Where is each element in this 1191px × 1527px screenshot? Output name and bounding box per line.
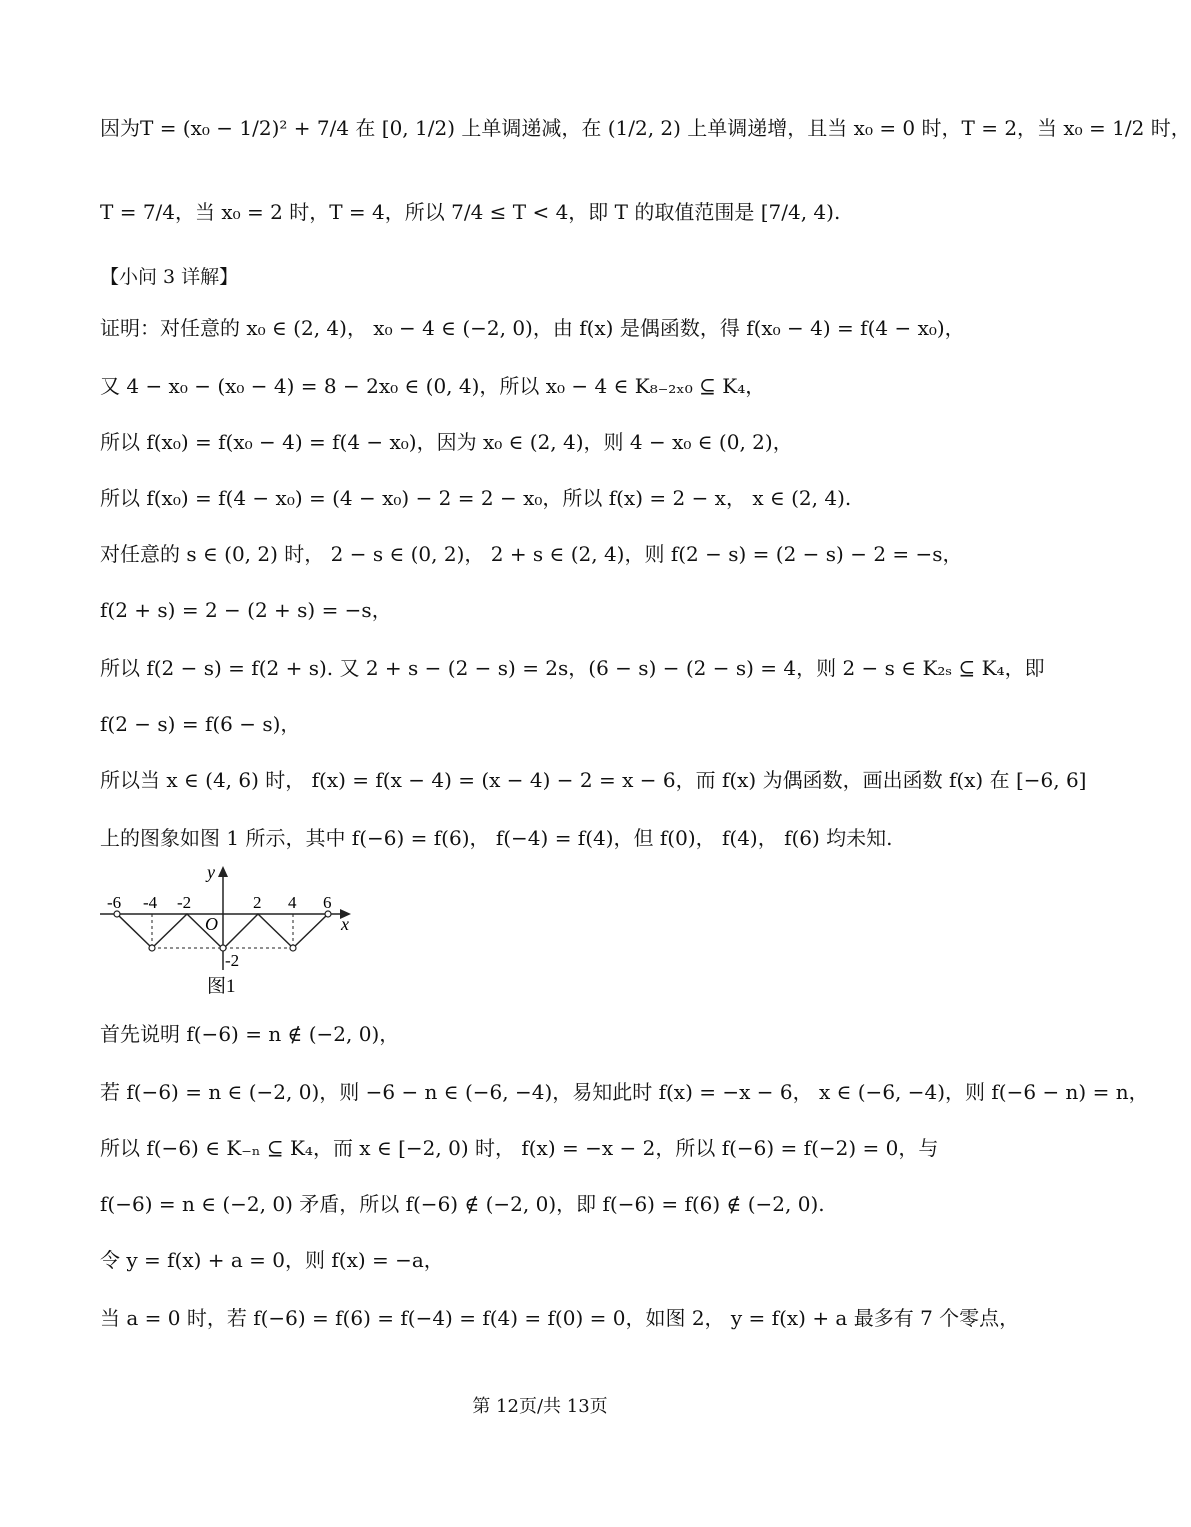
- text-line: 因为T = (x₀ − 1/2)² + 7/4 在 [0, 1/2) 上单调递减，在 (1/2, 2) 上单调递增，且当 x₀ = 0 时，T = 2，当 x₀ = 1/2 时，: [100, 116, 1191, 140]
- text-line: 又 4 − x₀ − (x₀ − 4) = 8 − 2x₀ ∈ (0, 4)，所以 x₀ − 4 ∈ K₈₋₂ₓ₀ ⊆ K₄，: [100, 374, 766, 398]
- text-line: 令 y = f(x) + a = 0，则 f(x) = −a，: [100, 1248, 444, 1272]
- tick-label-6: 6: [323, 893, 332, 912]
- graph-right: [224, 914, 328, 948]
- tick-label-neg2: -2: [177, 893, 192, 912]
- page-footer: 第 12页/共 13页: [472, 1396, 608, 1417]
- text-line: 对任意的 s ∈ (0, 2) 时， 2 − s ∈ (0, 2)， 2 + s ∈ (2, 4)，则 f(2 − s) = (2 − s) − 2 = −s，: [100, 542, 963, 566]
- x-axis-label: x: [341, 914, 349, 934]
- figure-caption: 图1: [207, 976, 236, 997]
- endpoint-neg4: [149, 945, 155, 951]
- section-title: 【小问 3 详解】: [100, 266, 239, 288]
- text-line: 当 a = 0 时，若 f(−6) = f(6) = f(−4) = f(4) = f(0) = 0，如图 2， y = f(x) + a 最多有 7 个零点，: [100, 1306, 1020, 1330]
- figure-1: [95, 862, 365, 1002]
- y-axis-label: y: [207, 862, 215, 882]
- text-line: 所以当 x ∈ (4, 6) 时， f(x) = f(x − 4) = (x − 4) − 2 = x − 6，而 f(x) 为偶函数，画出函数 f(x) 在 [−6, 6]: [100, 768, 1087, 792]
- text-line: 所以 f(x₀) = f(x₀ − 4) = f(4 − x₀)，因为 x₀ ∈ (2, 4)，则 4 − x₀ ∈ (0, 2)，: [100, 430, 793, 454]
- text-line: 所以 f(2 − s) = f(2 + s). 又 2 + s − (2 − s) = 2s，(6 − s) − (2 − s) = 4，则 2 − s ∈ K₂ₛ ⊆ K₄，即: [100, 656, 1045, 680]
- text-line: 若 f(−6) = n ∈ (−2, 0)，则 −6 − n ∈ (−6, −4)，易知此时 f(x) = −x − 6， x ∈ (−6, −4)，则 f(−6 − n) = n，: [100, 1080, 1149, 1104]
- text-line: 首先说明 f(−6) = n ∉ (−2, 0)，: [100, 1022, 400, 1046]
- text-line: 证明：对任意的 x₀ ∈ (2, 4)， x₀ − 4 ∈ (−2, 0)，由 f(x) 是偶函数，得 f(x₀ − 4) = f(4 − x₀)，: [100, 316, 965, 340]
- text-line: f(2 + s) = 2 − (2 + s) = −s，: [100, 598, 392, 622]
- text-line: 所以 f(−6) ∈ K₋ₙ ⊆ K₄，而 x ∈ [−2, 0) 时， f(x) = −x − 2，所以 f(−6) = f(−2) = 0，与: [100, 1136, 939, 1160]
- endpoint-4: [290, 945, 296, 951]
- function-graph: [95, 862, 365, 1002]
- tick-label-2: 2: [253, 893, 262, 912]
- tick-label-neg6: -6: [107, 893, 122, 912]
- tick-label-4: 4: [288, 893, 297, 912]
- low-label: -2: [225, 951, 240, 970]
- origin-label: O: [205, 914, 218, 934]
- text-line: f(2 − s) = f(6 − s)，: [100, 712, 301, 736]
- text-line: 上的图象如图 1 所示，其中 f(−6) = f(6)， f(−4) = f(4)，但 f(0)， f(4)， f(6) 均未知.: [100, 826, 893, 850]
- text-line: f(−6) = n ∈ (−2, 0) 矛盾，所以 f(−6) ∉ (−2, 0)，即 f(−6) = f(6) ∉ (−2, 0).: [100, 1192, 825, 1216]
- tick-label-neg4: -4: [143, 893, 158, 912]
- y-axis-arrow: [218, 866, 228, 877]
- text-line: T = 7/4，当 x₀ = 2 时，T = 4，所以 7/4 ≤ T < 4，即 T 的取值范围是 [7/4, 4).: [100, 200, 841, 224]
- text-line: 所以 f(x₀) = f(4 − x₀) = (4 − x₀) − 2 = 2 − x₀，所以 f(x) = 2 − x， x ∈ (2, 4).: [100, 486, 852, 510]
